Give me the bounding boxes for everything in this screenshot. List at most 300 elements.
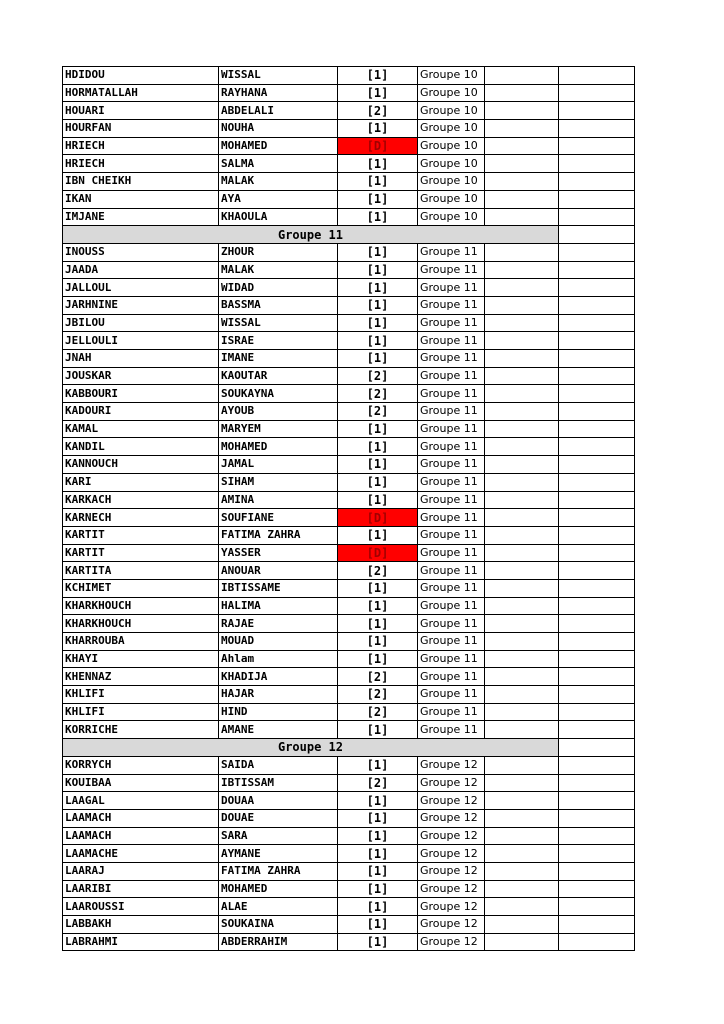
student-row: [63, 597, 635, 615]
student-row: [63, 827, 635, 845]
status-code-cell: [1]: [338, 880, 418, 898]
group-cell: Groupe 12: [418, 862, 485, 880]
last-name-cell: JNAH: [63, 350, 219, 368]
empty-cell: [485, 526, 559, 544]
empty-cell: [559, 84, 635, 102]
empty-cell: [559, 296, 635, 314]
empty-cell: [559, 173, 635, 191]
student-row: [63, 862, 635, 880]
status-code-cell: [2]: [338, 403, 418, 421]
empty-cell: [559, 102, 635, 120]
status-code-cell: [D]: [338, 544, 418, 562]
status-code-cell: [1]: [338, 314, 418, 332]
empty-cell: [485, 367, 559, 385]
status-code-cell: [2]: [338, 562, 418, 580]
last-name-cell: LAAMACH: [63, 809, 219, 827]
group-cell: Groupe 10: [418, 102, 485, 120]
empty-cell: [559, 933, 635, 951]
group-cell: Groupe 12: [418, 933, 485, 951]
empty-cell: [485, 350, 559, 368]
group-cell: Groupe 10: [418, 67, 485, 85]
first-name-cell: RAYHANA: [219, 84, 338, 102]
empty-cell: [485, 120, 559, 138]
student-row: [63, 916, 635, 934]
group-cell: Groupe 11: [418, 332, 485, 350]
first-name-cell: JAMAL: [219, 456, 338, 474]
empty-cell: [485, 173, 559, 191]
empty-cell: [485, 792, 559, 810]
last-name-cell: KHARROUBA: [63, 633, 219, 651]
empty-cell: [485, 650, 559, 668]
group-cell: Groupe 10: [418, 137, 485, 155]
empty-cell: [485, 668, 559, 686]
first-name-cell: KHADIJA: [219, 668, 338, 686]
status-code-cell: [2]: [338, 703, 418, 721]
first-name-cell: DOUAA: [219, 792, 338, 810]
status-code-cell: [1]: [338, 456, 418, 474]
status-code-cell: [1]: [338, 916, 418, 934]
empty-cell: [559, 597, 635, 615]
group-cell: Groupe 10: [418, 84, 485, 102]
student-row: [63, 155, 635, 173]
last-name-cell: KHARKHOUCH: [63, 597, 219, 615]
student-row: [63, 933, 635, 951]
empty-cell: [559, 438, 635, 456]
last-name-cell: KARI: [63, 473, 219, 491]
first-name-cell: KAOUTAR: [219, 367, 338, 385]
empty-cell: [559, 473, 635, 491]
group-cell: Groupe 10: [418, 190, 485, 208]
empty-cell: [559, 544, 635, 562]
empty-cell: [559, 739, 635, 757]
group-cell: Groupe 10: [418, 208, 485, 226]
first-name-cell: SOUKAYNA: [219, 385, 338, 403]
group-cell: Groupe 11: [418, 314, 485, 332]
last-name-cell: HOUARI: [63, 102, 219, 120]
status-code-cell: [1]: [338, 473, 418, 491]
student-row: [63, 703, 635, 721]
empty-cell: [485, 774, 559, 792]
first-name-cell: DOUAE: [219, 809, 338, 827]
first-name-cell: HALIMA: [219, 597, 338, 615]
status-code-cell: [1]: [338, 756, 418, 774]
last-name-cell: IKAN: [63, 190, 219, 208]
student-row: [63, 120, 635, 138]
group-header-row: [63, 739, 635, 757]
group-cell: Groupe 11: [418, 491, 485, 509]
empty-cell: [485, 155, 559, 173]
student-row: [63, 544, 635, 562]
last-name-cell: LAARIBI: [63, 880, 219, 898]
group-cell: Groupe 11: [418, 296, 485, 314]
last-name-cell: KARTITA: [63, 562, 219, 580]
first-name-cell: HIND: [219, 703, 338, 721]
group-cell: Groupe 11: [418, 367, 485, 385]
first-name-cell: MOHAMED: [219, 880, 338, 898]
empty-cell: [485, 473, 559, 491]
last-name-cell: JBILOU: [63, 314, 219, 332]
empty-cell: [559, 261, 635, 279]
first-name-cell: SALMA: [219, 155, 338, 173]
student-row: [63, 880, 635, 898]
group-cell: Groupe 12: [418, 845, 485, 863]
student-row: [63, 314, 635, 332]
student-row: [63, 137, 635, 155]
last-name-cell: KHAYI: [63, 650, 219, 668]
group-cell: Groupe 11: [418, 279, 485, 297]
last-name-cell: JELLOULI: [63, 332, 219, 350]
empty-cell: [559, 880, 635, 898]
first-name-cell: YASSER: [219, 544, 338, 562]
empty-cell: [485, 296, 559, 314]
group-cell: Groupe 10: [418, 120, 485, 138]
group-cell: Groupe 10: [418, 155, 485, 173]
group-cell: Groupe 11: [418, 509, 485, 527]
first-name-cell: ABDERRAHIM: [219, 933, 338, 951]
empty-cell: [559, 420, 635, 438]
status-code-cell: [2]: [338, 686, 418, 704]
first-name-cell: ISRAE: [219, 332, 338, 350]
student-row: [63, 420, 635, 438]
status-code-cell: [1]: [338, 809, 418, 827]
empty-cell: [485, 597, 559, 615]
first-name-cell: WISSAL: [219, 314, 338, 332]
status-code-cell: [1]: [338, 120, 418, 138]
status-code-cell: [1]: [338, 173, 418, 191]
last-name-cell: KARNECH: [63, 509, 219, 527]
group-cell: Groupe 11: [418, 420, 485, 438]
group-cell: Groupe 12: [418, 756, 485, 774]
last-name-cell: KARTIT: [63, 526, 219, 544]
group-cell: Groupe 11: [418, 597, 485, 615]
first-name-cell: IMANE: [219, 350, 338, 368]
empty-cell: [485, 544, 559, 562]
status-code-cell: [1]: [338, 526, 418, 544]
first-name-cell: AYOUB: [219, 403, 338, 421]
group-cell: Groupe 12: [418, 792, 485, 810]
status-code-cell: [1]: [338, 190, 418, 208]
empty-cell: [559, 862, 635, 880]
empty-cell: [559, 721, 635, 739]
empty-cell: [485, 137, 559, 155]
group-cell: Groupe 11: [418, 350, 485, 368]
empty-cell: [485, 880, 559, 898]
student-row: [63, 367, 635, 385]
empty-cell: [485, 845, 559, 863]
group-header-title: Groupe 11: [63, 226, 559, 244]
last-name-cell: LAAMACH: [63, 827, 219, 845]
last-name-cell: KCHIMET: [63, 579, 219, 597]
group-cell: Groupe 12: [418, 916, 485, 934]
student-row: [63, 898, 635, 916]
empty-cell: [485, 862, 559, 880]
first-name-cell: AYA: [219, 190, 338, 208]
student-row: [63, 173, 635, 191]
empty-cell: [559, 208, 635, 226]
student-row: [63, 633, 635, 651]
group-cell: Groupe 10: [418, 173, 485, 191]
empty-cell: [559, 367, 635, 385]
empty-cell: [559, 137, 635, 155]
status-code-cell: [1]: [338, 898, 418, 916]
status-code-cell: [1]: [338, 579, 418, 597]
empty-cell: [559, 774, 635, 792]
empty-cell: [485, 190, 559, 208]
empty-cell: [485, 208, 559, 226]
last-name-cell: KHARKHOUCH: [63, 615, 219, 633]
group-cell: Groupe 11: [418, 721, 485, 739]
empty-cell: [485, 491, 559, 509]
empty-cell: [559, 190, 635, 208]
student-row: [63, 774, 635, 792]
first-name-cell: Ahlam: [219, 650, 338, 668]
status-code-cell: [1]: [338, 84, 418, 102]
empty-cell: [559, 562, 635, 580]
student-row: [63, 350, 635, 368]
status-code-cell: [1]: [338, 862, 418, 880]
first-name-cell: FATIMA ZAHRA: [219, 526, 338, 544]
group-cell: Groupe 11: [418, 544, 485, 562]
empty-cell: [559, 403, 635, 421]
first-name-cell: RAJAE: [219, 615, 338, 633]
empty-cell: [485, 243, 559, 261]
empty-cell: [485, 579, 559, 597]
empty-cell: [559, 650, 635, 668]
empty-cell: [485, 332, 559, 350]
empty-cell: [485, 809, 559, 827]
status-code-cell: [2]: [338, 774, 418, 792]
empty-cell: [485, 509, 559, 527]
last-name-cell: LAAROUSSI: [63, 898, 219, 916]
student-row: [63, 668, 635, 686]
status-code-cell: [1]: [338, 296, 418, 314]
empty-cell: [485, 633, 559, 651]
first-name-cell: IBTISSAME: [219, 579, 338, 597]
empty-cell: [559, 120, 635, 138]
student-row: [63, 67, 635, 85]
empty-cell: [485, 898, 559, 916]
status-code-cell: [1]: [338, 721, 418, 739]
empty-cell: [559, 686, 635, 704]
first-name-cell: SAIDA: [219, 756, 338, 774]
empty-cell: [485, 438, 559, 456]
student-row: [63, 261, 635, 279]
student-row: [63, 756, 635, 774]
group-cell: Groupe 11: [418, 633, 485, 651]
last-name-cell: KHLIFI: [63, 703, 219, 721]
last-name-cell: LAAGAL: [63, 792, 219, 810]
empty-cell: [485, 84, 559, 102]
status-code-cell: [2]: [338, 367, 418, 385]
status-code-cell: [1]: [338, 279, 418, 297]
status-code-cell: [D]: [338, 137, 418, 155]
last-name-cell: KHLIFI: [63, 686, 219, 704]
last-name-cell: JARHNINE: [63, 296, 219, 314]
empty-cell: [559, 526, 635, 544]
group-cell: Groupe 11: [418, 650, 485, 668]
empty-cell: [559, 509, 635, 527]
first-name-cell: MOHAMED: [219, 137, 338, 155]
status-code-cell: [1]: [338, 597, 418, 615]
first-name-cell: FATIMA ZAHRA: [219, 862, 338, 880]
first-name-cell: AMINA: [219, 491, 338, 509]
student-row: [63, 650, 635, 668]
first-name-cell: MARYEM: [219, 420, 338, 438]
last-name-cell: HORMATALLAH: [63, 84, 219, 102]
first-name-cell: NOUHA: [219, 120, 338, 138]
empty-cell: [559, 809, 635, 827]
empty-cell: [485, 703, 559, 721]
first-name-cell: SOUFIANE: [219, 509, 338, 527]
status-code-cell: [1]: [338, 350, 418, 368]
empty-cell: [559, 67, 635, 85]
first-name-cell: ANOUAR: [219, 562, 338, 580]
student-row: [63, 208, 635, 226]
empty-cell: [485, 420, 559, 438]
empty-cell: [559, 456, 635, 474]
group-cell: Groupe 12: [418, 898, 485, 916]
empty-cell: [559, 314, 635, 332]
first-name-cell: MOUAD: [219, 633, 338, 651]
first-name-cell: ZHOUR: [219, 243, 338, 261]
status-code-cell: [2]: [338, 385, 418, 403]
group-header-title: Groupe 12: [63, 739, 559, 757]
empty-cell: [559, 898, 635, 916]
status-code-cell: [1]: [338, 615, 418, 633]
student-row: [63, 296, 635, 314]
last-name-cell: KABBOURI: [63, 385, 219, 403]
student-row: [63, 473, 635, 491]
first-name-cell: WIDAD: [219, 279, 338, 297]
last-name-cell: LAARAJ: [63, 862, 219, 880]
student-row: [63, 721, 635, 739]
first-name-cell: ALAE: [219, 898, 338, 916]
first-name-cell: SIHAM: [219, 473, 338, 491]
status-code-cell: [1]: [338, 420, 418, 438]
student-row: [63, 438, 635, 456]
student-row: [63, 102, 635, 120]
status-code-cell: [D]: [338, 509, 418, 527]
empty-cell: [559, 845, 635, 863]
student-row: [63, 332, 635, 350]
group-cell: Groupe 11: [418, 686, 485, 704]
group-cell: Groupe 11: [418, 243, 485, 261]
last-name-cell: KOUIBAA: [63, 774, 219, 792]
group-cell: Groupe 11: [418, 473, 485, 491]
status-code-cell: [1]: [338, 67, 418, 85]
student-row: [63, 279, 635, 297]
status-code-cell: [1]: [338, 243, 418, 261]
last-name-cell: KADOURI: [63, 403, 219, 421]
last-name-cell: HOURFAN: [63, 120, 219, 138]
group-cell: Groupe 12: [418, 827, 485, 845]
status-code-cell: [1]: [338, 933, 418, 951]
student-row: [63, 190, 635, 208]
student-row: [63, 686, 635, 704]
student-row: [63, 491, 635, 509]
last-name-cell: LAAMACHE: [63, 845, 219, 863]
empty-cell: [559, 756, 635, 774]
first-name-cell: WISSAL: [219, 67, 338, 85]
empty-cell: [485, 756, 559, 774]
last-name-cell: JOUSKAR: [63, 367, 219, 385]
status-code-cell: [1]: [338, 491, 418, 509]
group-cell: Groupe 11: [418, 615, 485, 633]
empty-cell: [485, 385, 559, 403]
empty-cell: [559, 633, 635, 651]
student-row: [63, 845, 635, 863]
empty-cell: [485, 314, 559, 332]
empty-cell: [485, 261, 559, 279]
student-roster-table: [62, 66, 635, 951]
student-row: [63, 509, 635, 527]
student-row: [63, 809, 635, 827]
empty-cell: [559, 332, 635, 350]
empty-cell: [485, 279, 559, 297]
last-name-cell: KARTIT: [63, 544, 219, 562]
last-name-cell: JALLOUL: [63, 279, 219, 297]
student-row: [63, 84, 635, 102]
status-code-cell: [1]: [338, 845, 418, 863]
group-cell: Groupe 11: [418, 456, 485, 474]
last-name-cell: KARKACH: [63, 491, 219, 509]
group-cell: Groupe 11: [418, 403, 485, 421]
group-cell: Groupe 12: [418, 880, 485, 898]
empty-cell: [559, 350, 635, 368]
first-name-cell: AMANE: [219, 721, 338, 739]
empty-cell: [559, 226, 635, 244]
empty-cell: [485, 67, 559, 85]
empty-cell: [485, 456, 559, 474]
student-row: [63, 615, 635, 633]
last-name-cell: HRIECH: [63, 155, 219, 173]
empty-cell: [559, 279, 635, 297]
student-row: [63, 792, 635, 810]
empty-cell: [485, 827, 559, 845]
empty-cell: [559, 491, 635, 509]
first-name-cell: ABDELALI: [219, 102, 338, 120]
last-name-cell: KORRYCH: [63, 756, 219, 774]
status-code-cell: [1]: [338, 208, 418, 226]
student-row: [63, 243, 635, 261]
status-code-cell: [1]: [338, 261, 418, 279]
first-name-cell: MOHAMED: [219, 438, 338, 456]
student-row: [63, 579, 635, 597]
last-name-cell: HDIDOU: [63, 67, 219, 85]
first-name-cell: MALAK: [219, 173, 338, 191]
student-row: [63, 385, 635, 403]
last-name-cell: KHENNAZ: [63, 668, 219, 686]
empty-cell: [559, 916, 635, 934]
empty-cell: [485, 916, 559, 934]
last-name-cell: INOUSS: [63, 243, 219, 261]
empty-cell: [485, 562, 559, 580]
first-name-cell: IBTISSAM: [219, 774, 338, 792]
last-name-cell: KORRICHE: [63, 721, 219, 739]
status-code-cell: [1]: [338, 155, 418, 173]
empty-cell: [559, 579, 635, 597]
last-name-cell: IBN CHEIKH: [63, 173, 219, 191]
last-name-cell: LABRAHMI: [63, 933, 219, 951]
first-name-cell: KHAOULA: [219, 208, 338, 226]
empty-cell: [559, 385, 635, 403]
last-name-cell: LABBAKH: [63, 916, 219, 934]
status-code-cell: [1]: [338, 332, 418, 350]
empty-cell: [485, 721, 559, 739]
first-name-cell: BASSMA: [219, 296, 338, 314]
status-code-cell: [2]: [338, 102, 418, 120]
group-cell: Groupe 11: [418, 668, 485, 686]
